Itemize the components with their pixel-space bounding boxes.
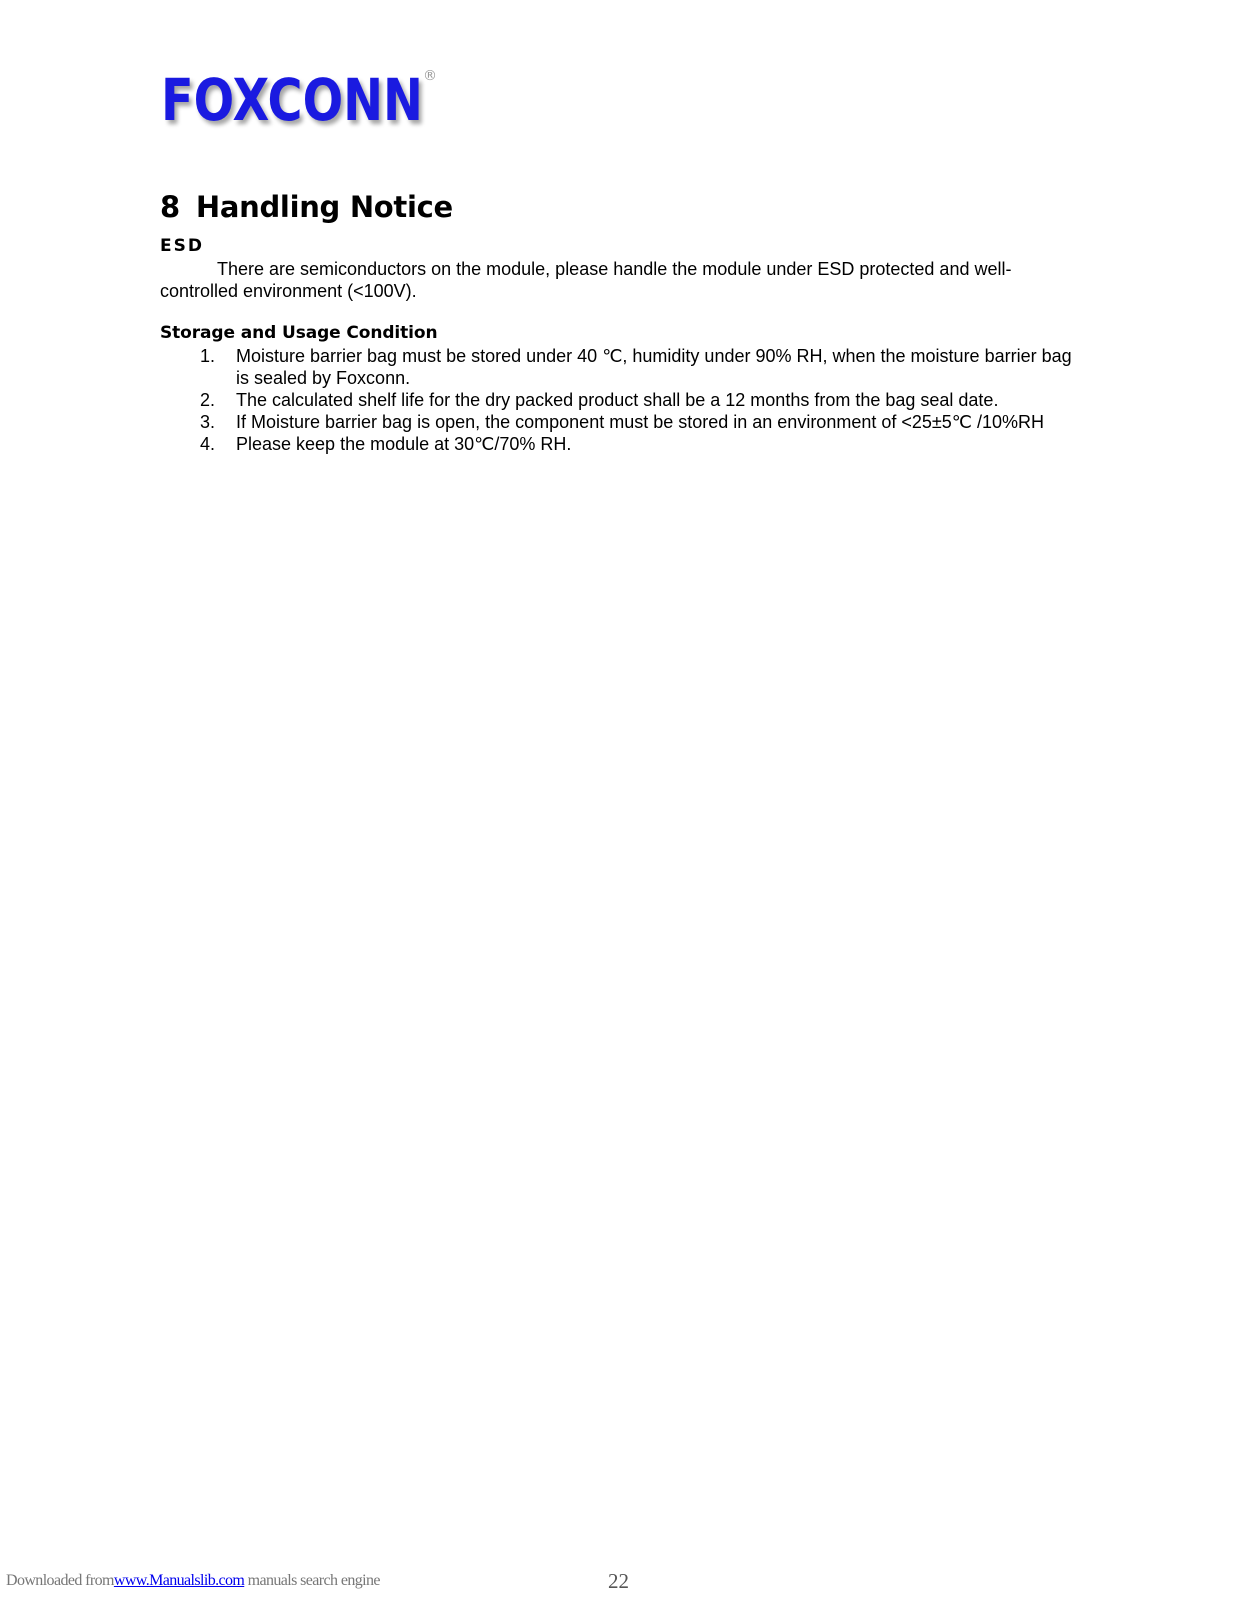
list-item [160,411,1080,433]
section-title [160,190,453,224]
svg-text:FOXCONN: FOXCONN [164,70,426,138]
section-title-text: Handling Notice [195,190,453,224]
esd-paragraph: There are semiconductors on the module, please handle the module under ESD protected and well-controlled environment (<100V). [160,259,1012,301]
list-item-number: 3. [200,412,216,432]
svg-text:®: ® [423,68,437,84]
list-item-text: If Moisture barrier bag is open, the component must be stored in an environment of <25±5℃ /10%RH [236,412,1045,432]
footer-prefix: Downloaded from [6,1572,114,1589]
list-item-text: Please keep the module at 30℃/70% RH. [236,434,572,454]
foxconn-logo [160,66,440,138]
list-item-number: 4. [200,434,216,454]
storage-heading: Storage and Usage Condition [160,323,438,343]
list-item [160,433,1080,455]
esd-heading: ESD [160,236,204,256]
svg-text:FOXCONN: FOXCONN [161,66,423,134]
page-number: 22 [608,1569,629,1593]
download-footer [6,1572,380,1590]
list-item-number: 2. [200,390,216,410]
list-item-text: Moisture barrier bag must be stored under 40 ℃, humidity under 90% RH, when the moisture barrier bag is sealed by Foxconn. [236,346,1072,388]
section-number: 8 [160,190,180,224]
storage-condition-list [160,345,1080,455]
list-item-number: 1. [200,346,216,366]
list-item [160,345,1080,389]
list-item [160,389,1080,411]
manualslib-link[interactable]: www.Manualslib.com [113,1572,245,1589]
list-item-text: The calculated shelf life for the dry packed product shall be a 12 months from the bag seal date. [236,390,999,410]
footer-suffix: manuals search engine [247,1572,380,1589]
